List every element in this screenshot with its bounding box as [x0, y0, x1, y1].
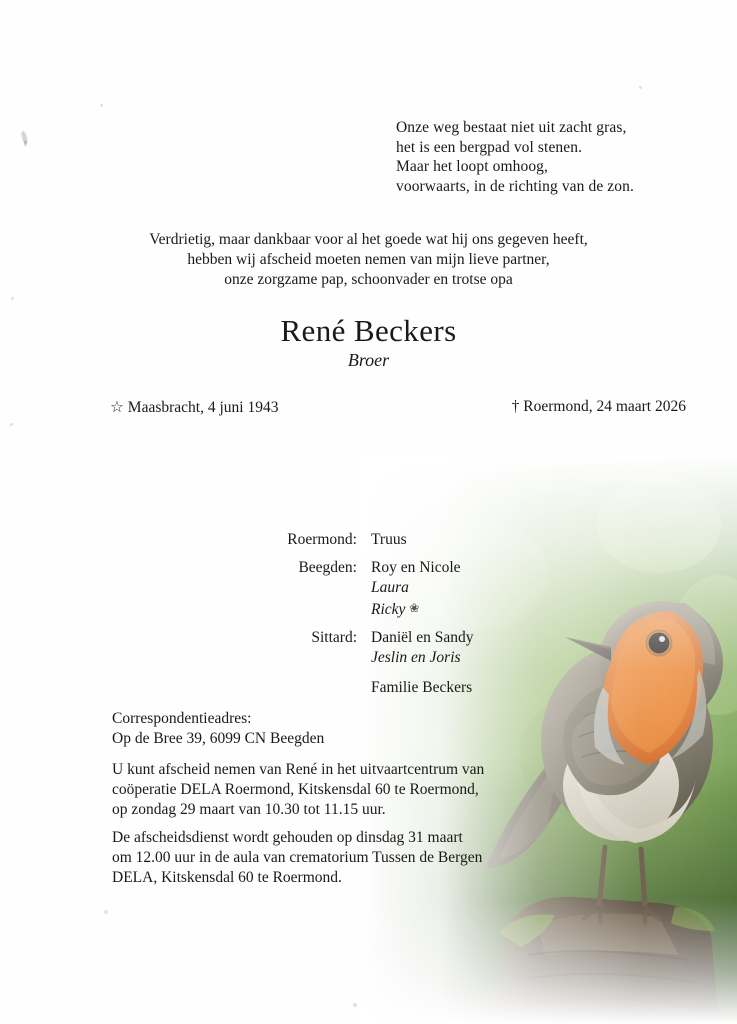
farewell-block [112, 760, 582, 820]
family-row [235, 530, 535, 550]
intro-line: Verdrietig, maar dankbaar voor al het goede wat hij ons gegeven heeft, [149, 231, 588, 248]
scan-speck [11, 297, 14, 300]
birth-entry [92, 398, 278, 417]
death-entry [512, 398, 692, 417]
family-name-with-flower [371, 598, 535, 620]
star-icon: ☆ [110, 399, 124, 416]
family-name: Ricky [371, 601, 406, 618]
service-block [112, 828, 582, 888]
service-line: om 12.00 uur in de aula van crematorium Tussen de Bergen [112, 849, 483, 866]
scan-speck [639, 86, 642, 89]
family-list [235, 530, 535, 698]
farewell-line: coöperatie DELA Roermond, Kitskensdal 60 te Roermond, [112, 781, 479, 798]
family-place: Sittard: [311, 629, 357, 646]
dates-row [92, 398, 692, 417]
service-line: De afscheidsdienst wordt gehouden op dinsdag 31 maart [112, 829, 463, 846]
intro-line: onze zorgzame pap, schoonvader en trotse opa [224, 271, 513, 288]
poem-line: Onze weg bestaat niet uit zacht gras, [396, 119, 627, 136]
family-name: Truus [371, 531, 407, 548]
family-row [235, 628, 535, 668]
scan-speck [104, 910, 108, 914]
birth-text: Maasbracht, 4 juni 1943 [127, 399, 279, 416]
family-names [371, 558, 535, 620]
poem-line: het is een bergpad vol stenen. [396, 138, 583, 156]
cross-icon: † [511, 398, 520, 415]
correspondence-block [112, 709, 324, 749]
intro-block [0, 230, 737, 290]
family-names [371, 530, 535, 550]
farewell-line: op zondag 29 maart van 10.30 tot 11.15 uur. [112, 801, 386, 818]
family-place: Roermond: [287, 531, 357, 548]
family-row [235, 558, 535, 620]
family-names [371, 628, 535, 668]
farewell-line: U kunt afscheid nemen van René in het uitvaartcentrum van [112, 761, 485, 778]
family-name: Daniël en Sandy [371, 629, 474, 646]
deceased-nickname: Broer [347, 350, 390, 370]
family-surname-line: Familie Beckers [371, 679, 473, 696]
deceased-name: René Beckers [280, 313, 457, 348]
flower-icon: ❀ [409, 601, 420, 615]
poem-line: voorwaarts, in de richting van de zon. [396, 177, 634, 195]
correspondence-label: Correspondentieadres: [112, 710, 252, 727]
correspondence-address: Op de Bree 39, 6099 CN Beegden [112, 730, 325, 747]
family-name: Laura [371, 579, 409, 596]
scan-speck [353, 1003, 357, 1007]
death-text: Roermond, 24 maart 2026 [523, 398, 686, 415]
service-line: DELA, Kitskensdal 60 te Roermond. [112, 869, 342, 886]
intro-line: hebben wij afscheid moeten nemen van mijn lieve partner, [187, 251, 550, 268]
poem-block [396, 118, 634, 196]
scan-speck [24, 140, 27, 146]
family-name: Jeslin en Joris [371, 649, 461, 666]
scan-speck [100, 104, 103, 107]
family-name: Roy en Nicole [371, 559, 461, 576]
scan-speck [10, 423, 13, 426]
poem-line: Maar het loopt omhoog, [396, 158, 549, 175]
family-place: Beegden: [298, 559, 357, 576]
